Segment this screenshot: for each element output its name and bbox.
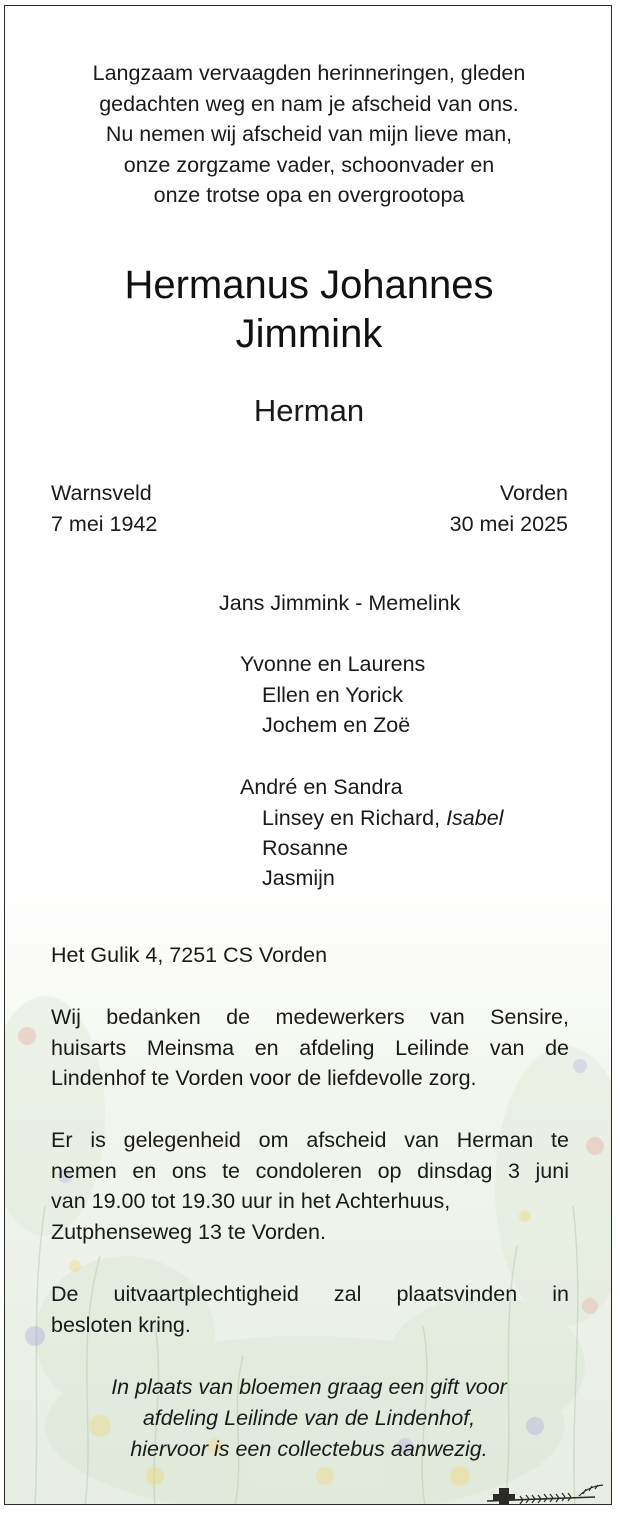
thanks-line: Wij bedanken de medewerkers van Sensire,	[51, 1005, 569, 1029]
grandchild-line: Jochem en Zoë	[262, 713, 411, 737]
grandchild-line: Ellen en Yorick	[262, 683, 404, 707]
condolence-line: van 19.00 tot 19.30 uur in het Achterhuus,	[51, 1189, 451, 1213]
cross-and-branch-icon	[483, 1482, 611, 1505]
opening-poem	[5, 58, 612, 211]
funeral-line: De uitvaartplechtigheid zal plaatsvinden in	[51, 1282, 569, 1306]
child-family-1: Yvonne en Laurens	[240, 652, 426, 676]
closing-line: hiervoor is een collectebus aanwezig.	[130, 1437, 488, 1461]
grandchild-names: Linsey en Richard,	[262, 806, 441, 830]
funeral-line: besloten kring.	[51, 1312, 191, 1337]
funeral-paragraph	[51, 1279, 569, 1340]
grandchild-line: Rosanne	[262, 836, 349, 860]
deceased-call-name: Herman	[253, 393, 365, 428]
deceased-full-name-line1: Hermanus Johannes	[124, 263, 494, 307]
obituary-card	[4, 5, 612, 1505]
grandchild-line	[262, 803, 503, 834]
thanks-paragraph	[51, 1002, 569, 1094]
condolence-paragraph	[51, 1125, 569, 1247]
death-date: 30 mei 2025	[449, 511, 568, 536]
spouse-name: Jans Jimmink - Memelink	[219, 591, 461, 615]
family-address: Het Gulik 4, 7251 CS Vorden	[51, 943, 328, 967]
birth-place: Warnsveld	[51, 481, 152, 505]
deceased-surname: Jimmink	[235, 312, 383, 356]
death-info	[450, 478, 568, 539]
birth-info	[51, 478, 157, 539]
condolence-line: Er is gelegenheid om afscheid van Herman te	[51, 1128, 569, 1152]
closing-line: In plaats van bloemen graag een gift voor	[111, 1375, 507, 1399]
death-place: Vorden	[499, 481, 568, 505]
great-grandchild-name: Isabel	[446, 806, 504, 830]
thanks-line: huisarts Meinsma en afdeling Leilinde van de	[51, 1035, 569, 1060]
condolence-line: nemen en ons te condoleren op dinsdag 3 juni	[51, 1158, 569, 1183]
poem-line: Langzaam vervaagden herinneringen, gleden	[92, 61, 526, 85]
poem-line: gedachten weg en nam je afscheid van ons.	[99, 91, 519, 116]
poem-line: onze zorgzame vader, schoonvader en	[123, 152, 495, 177]
grandchild-line: Jasmijn	[262, 866, 335, 890]
closing-line: afdeling Leilinde van de Lindenhof,	[142, 1406, 476, 1430]
closing-request	[5, 1372, 612, 1465]
poem-line: Nu nemen wij afscheid van mijn lieve man,	[105, 122, 513, 146]
child-family-2: André en Sandra	[240, 775, 403, 799]
birth-date: 7 mei 1942	[51, 511, 158, 536]
poem-line: onze trotse opa en overgrootopa	[153, 183, 465, 207]
condolence-line: Zutphenseweg 13 te Vorden.	[51, 1219, 326, 1244]
thanks-line: Lindenhof te Vorden voor de liefdevolle zorg.	[51, 1066, 477, 1090]
